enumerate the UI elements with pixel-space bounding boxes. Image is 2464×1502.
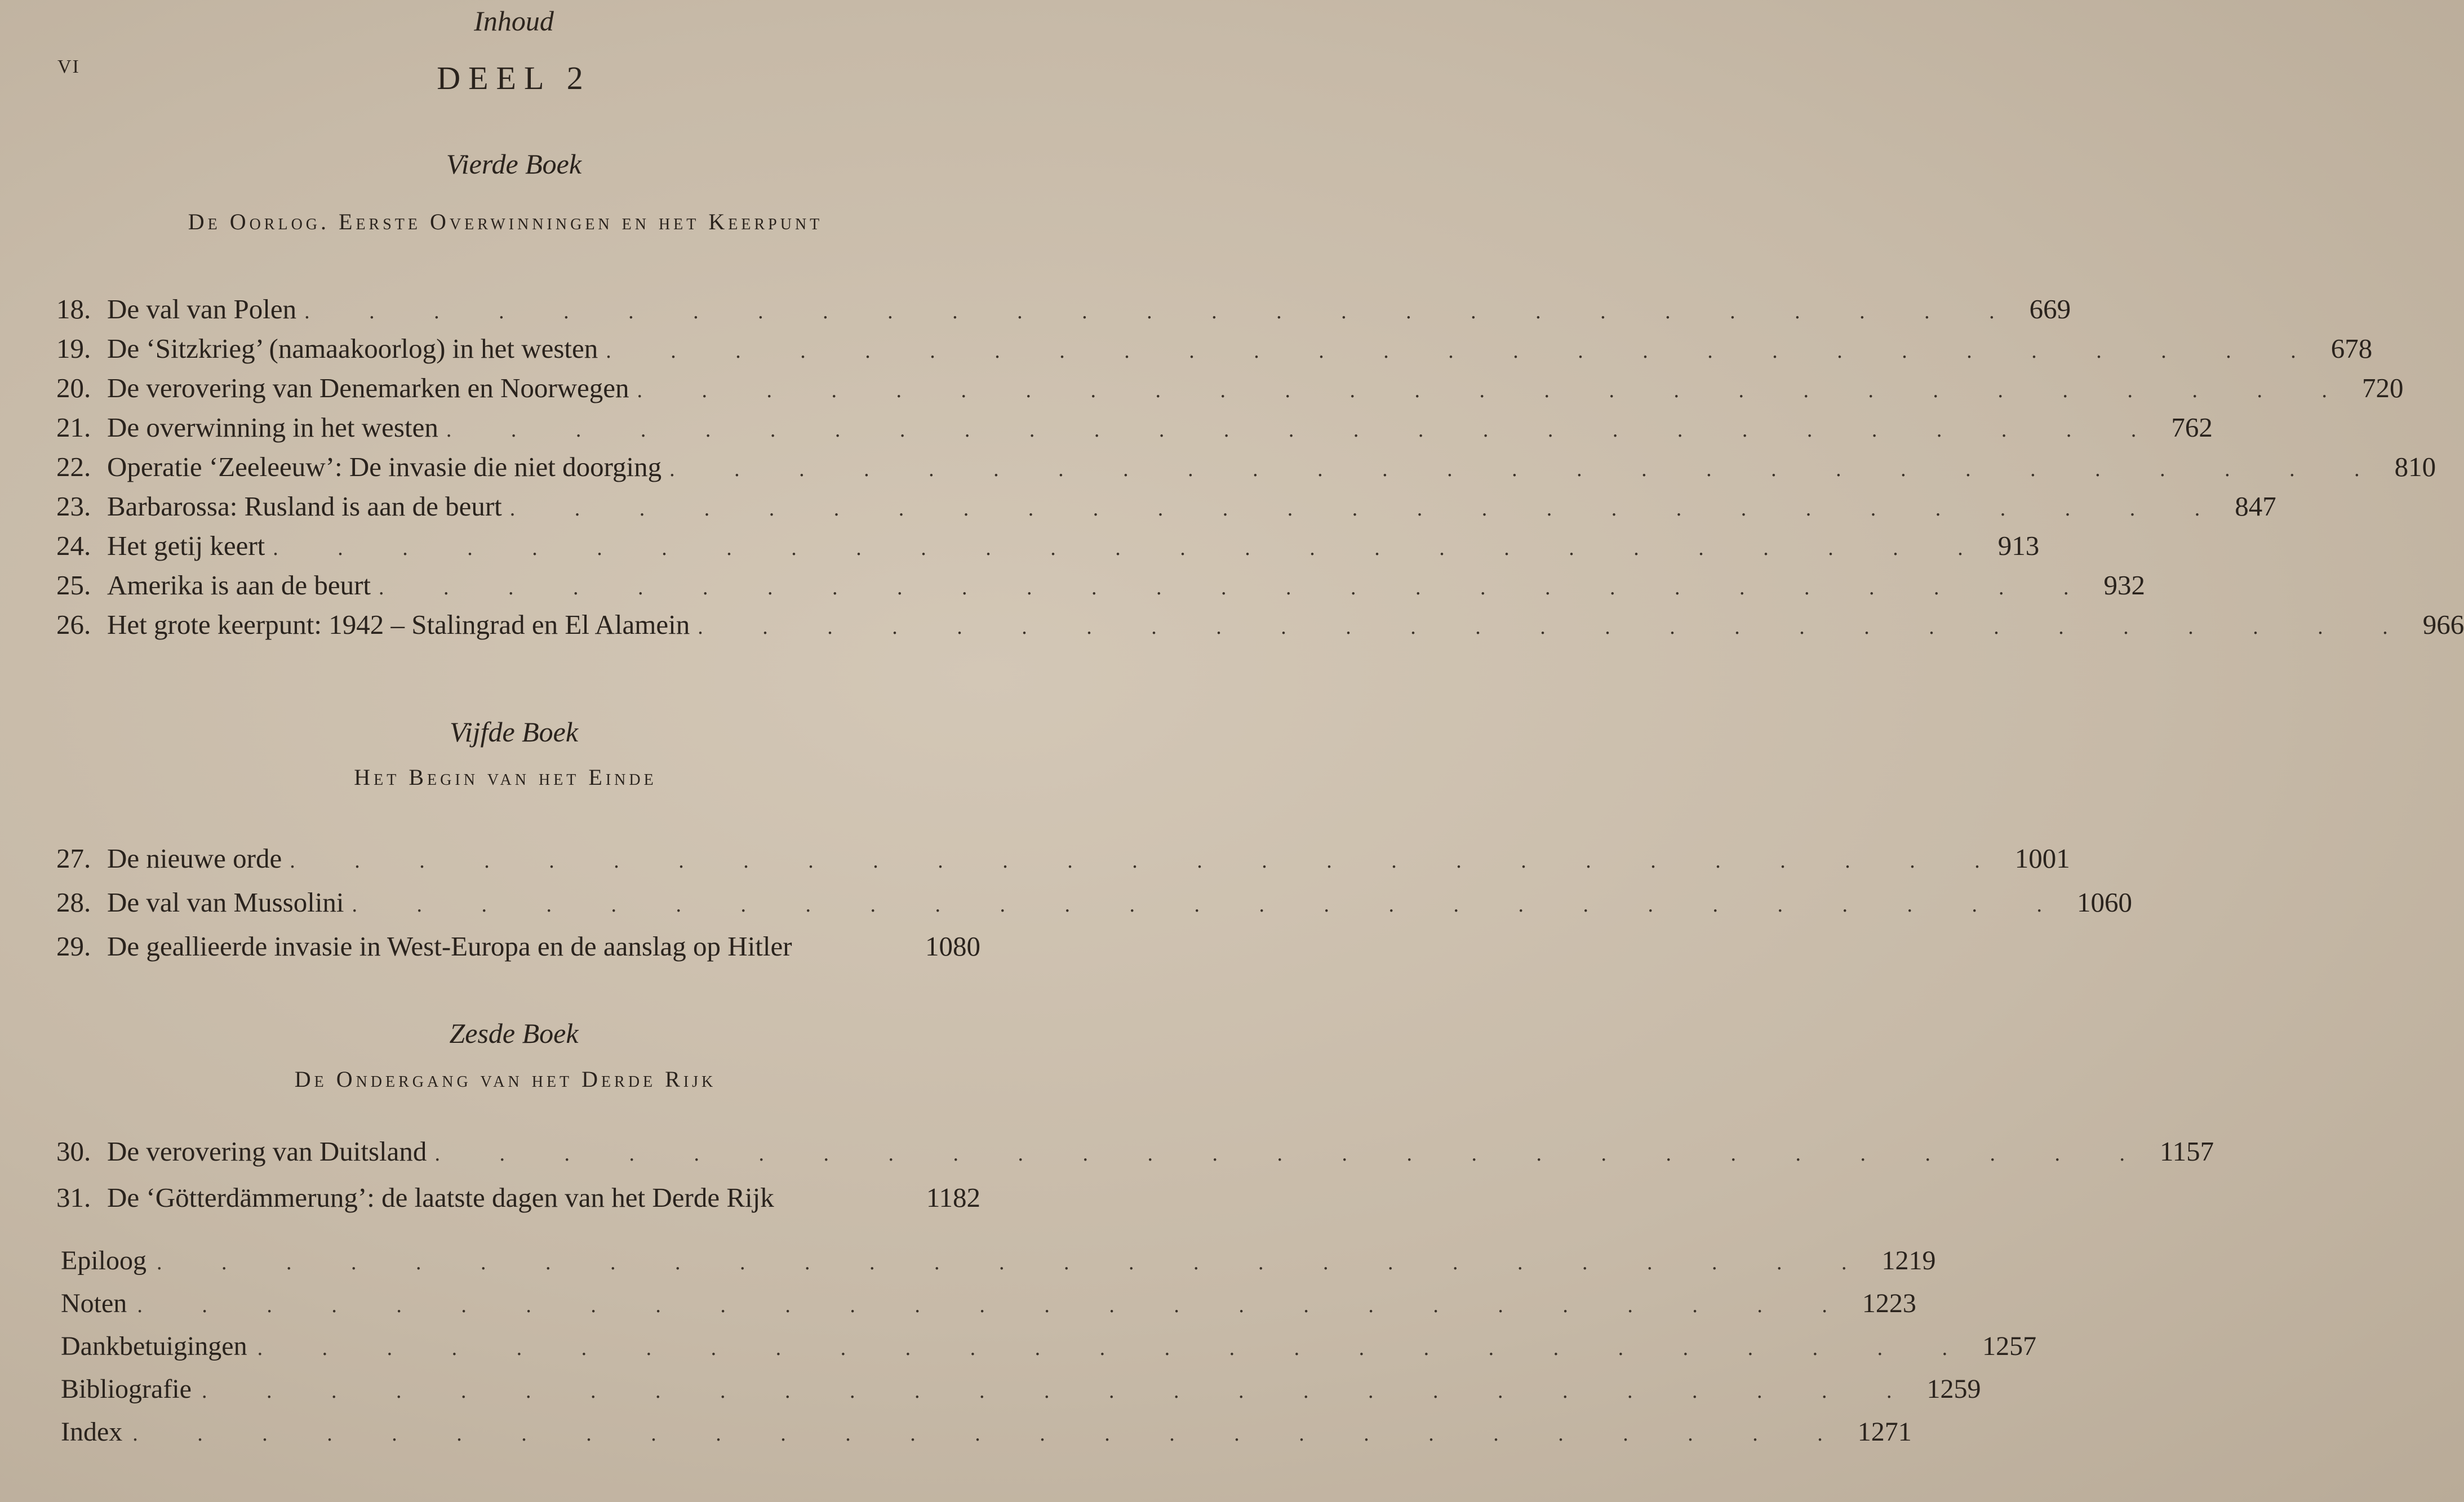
leader-dots: . . . . . . . . . . . . . . . . . . . . . . . . . . . [669,457,2387,481]
toc-entry [56,608,2464,648]
chapter-title: De ‘Götterdämmerung’: de laatste dagen van het Derde Rijk [107,1182,774,1213]
chapter-page: 762 [2171,412,2213,443]
chapter-number: 26. [56,609,91,640]
leader-dots: . . . . . . . . . . . . . . . . . . . . . . . . . . . [698,615,2415,639]
toc-entry [61,1331,2037,1374]
chapter-page: 1157 [2159,1136,2214,1167]
chapter-page: 932 [2103,570,2146,601]
book-label-5: Vijfde Boek [449,716,579,748]
chapter-page: 1080 [925,931,980,962]
page-number: VI [57,56,80,77]
chapter-number: 23. [56,491,91,522]
toc-entry [56,372,2404,411]
toc-entry [61,1374,1981,1416]
book-label-6: Zesde Boek [449,1017,579,1049]
chapter-number: 27. [56,843,91,874]
chapter-page: 810 [2394,451,2436,482]
entry-title: Bibliografie [61,1374,192,1404]
entry-title: Noten [61,1288,127,1318]
chapter-title: De verovering van Duitsland [107,1136,427,1167]
toc-entry [56,490,2276,530]
chapter-number: 20. [56,372,91,403]
leader-dots: . . . . . . . . . . . . . . . . . . . . . . . . . . . [290,849,2007,873]
leader-dots: . . . . . . . . . . . . . . . . . . . . . . . . . . . [304,300,2022,323]
entry-page: 1223 [1862,1288,1916,1318]
book-title-6: De Ondergang van het Derde Rijk [294,1066,717,1092]
toc-entry [56,930,980,974]
leader-dots: . . . . . . . . . . . . . . . . . . . . . . . . . . . [132,1422,1850,1446]
chapter-number: 30. [56,1136,91,1167]
running-head: Inhoud [474,5,554,37]
toc-entry [61,1245,1936,1288]
chapter-number: 22. [56,451,91,482]
entry-page: 1219 [1881,1246,1936,1276]
chapter-number: 24. [56,530,91,561]
chapter-title: De overwinning in het westen [107,412,438,443]
leader-dots: . . . . . . . . . . . . . . . . . . . . . . . . . . . [257,1336,1975,1360]
entry-title: Epiloog [61,1246,146,1276]
entry-title: Index [61,1417,123,1447]
part-title: DEEL 2 [437,60,591,96]
toc-entry [56,569,2146,608]
chapter-title: De nieuwe orde [107,843,282,874]
entry-page: 1259 [1926,1374,1981,1404]
toc-entry [56,1181,980,1228]
chapter-page: 847 [2235,491,2276,522]
chapter-list-book-6 [56,1135,2214,1228]
book-title-4: De Oorlog. Eerste Overwinningen en het Keerpunt [188,209,823,234]
leader-dots: . . . . . . . . . . . . . . . . . . . . . . . . . . . [137,1294,1854,1317]
toc-entry [61,1416,1912,1459]
leader-dots: . . . . . . . . . . . . . . . . . . . . . . . . . . . [606,339,2323,363]
chapter-title: Het getij keert [107,530,265,561]
chapter-page: 966 [2422,609,2464,640]
leader-dots: . . . . . . . . . . . . . . . . . . . . . . . . . . . [379,576,2096,599]
entry-title: Dankbetuigingen [61,1331,247,1361]
chapter-title: Barbarossa: Rusland is aan de beurt [107,491,502,522]
chapter-list-book-5 [56,842,2133,974]
leader-dots: . . . . . . . . . . . . . . . . . . . . . . . . . . . [352,893,2070,917]
chapter-number: 21. [56,412,91,443]
toc-entry [56,886,2133,930]
chapter-page: 1001 [2014,843,2070,874]
chapter-number: 18. [56,294,91,325]
toc-entry [56,332,2373,372]
book-label-4: Vierde Boek [446,148,582,180]
chapter-number: 25. [56,570,91,601]
chapter-title: Amerika is aan de beurt [107,570,371,601]
entry-page: 1271 [1857,1417,1912,1447]
leader-dots: . . . . . . . . . . . . . . . . . . . . . . . . . . . [509,497,2227,521]
toc-entry [56,411,2213,451]
book-title-5: Het Begin van het Einde [354,765,657,790]
chapter-page: 913 [1997,530,2040,561]
chapter-page: 1060 [2077,887,2133,918]
chapter-title: De val van Mussolini [107,887,344,918]
toc-entry [56,530,2040,569]
chapter-title: De geallieerde invasie in West-Europa en de aanslag op Hitler [107,931,792,962]
chapter-title: De verovering van Denemarken en Noorwegen [107,372,629,403]
chapter-list-book-4 [56,293,2464,648]
back-matter-list [61,1245,2037,1459]
toc-entry [56,293,2071,332]
toc-entry [61,1288,1916,1331]
toc-entry [56,842,2070,886]
leader-dots: . . . . . . . . . . . . . . . . . . . . . . . . . . . [434,1142,2152,1166]
chapter-page: 1182 [926,1182,980,1213]
chapter-page: 678 [2330,333,2373,364]
leader-dots: . . . . . . . . . . . . . . . . . . . . . . . . . . . [637,379,2355,402]
toc-entry [56,1135,2214,1181]
leader-dots: . . . . . . . . . . . . . . . . . . . . . . . . . . . [201,1379,1919,1403]
chapter-number: 28. [56,887,91,918]
leader-dots: . . . . . . . . . . . . . . . . . . . . . . . . . . . [446,418,2164,442]
leader-dots: . . . . . . . . . . . . . . . . . . . . . . . . . . . [273,536,1990,560]
chapter-number: 31. [56,1182,91,1213]
toc-entry [56,451,2436,490]
chapter-number: 29. [56,931,91,962]
chapter-page: 669 [2029,294,2071,325]
chapter-page: 720 [2362,372,2404,403]
chapter-number: 19. [56,333,91,364]
chapter-title: De val van Polen [107,294,297,325]
chapter-title: Het grote keerpunt: 1942 – Stalingrad en El Alamein [107,609,690,640]
leader-dots: . . . . . . . . . . . . . . . . . . . . . . . . . . . [157,1251,1874,1274]
chapter-title: De ‘Sitzkrieg’ (namaakoorlog) in het westen [107,333,598,364]
entry-page: 1257 [1982,1331,2037,1361]
chapter-title: Operatie ‘Zeeleeuw’: De invasie die niet doorging [107,451,662,482]
